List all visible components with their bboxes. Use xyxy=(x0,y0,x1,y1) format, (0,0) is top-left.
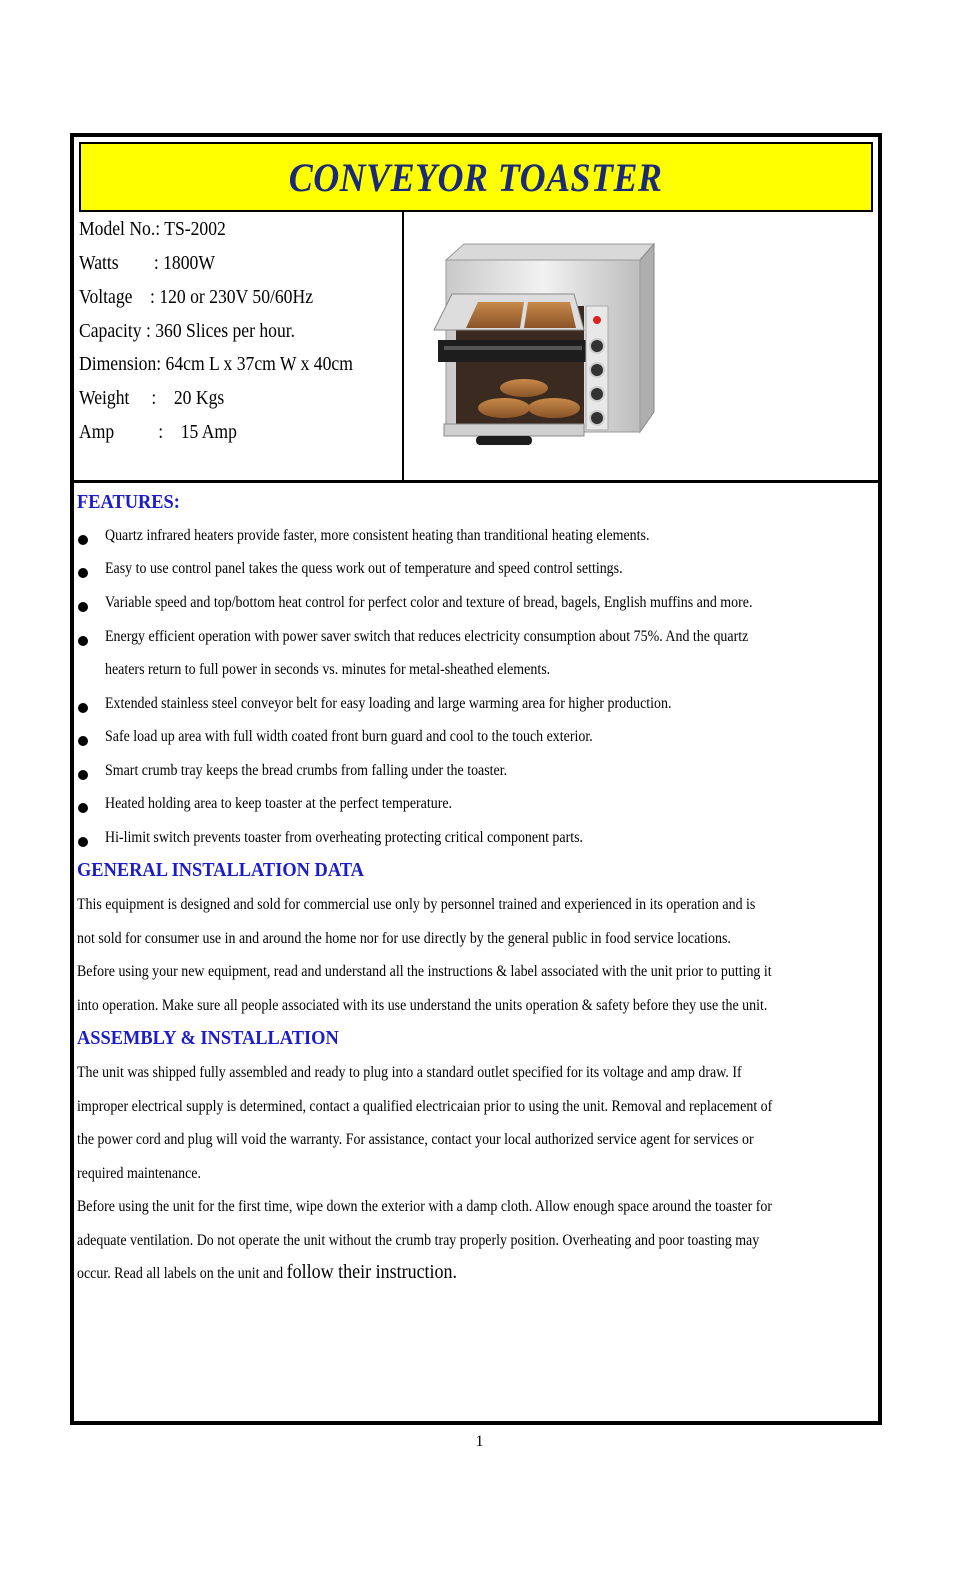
bullet-icon xyxy=(78,837,88,847)
spec-table xyxy=(74,210,404,480)
bullet-icon xyxy=(78,568,88,578)
list-item: Hi-limit switch prevents toaster from overheating protecting critical component parts. xyxy=(74,829,874,859)
bullet-icon xyxy=(78,535,88,545)
spec-amp: Amp : 15 Amp xyxy=(79,421,237,443)
bullet-icon xyxy=(78,703,88,713)
product-image-cell xyxy=(404,210,878,480)
list-item: Quartz infrared heaters provide faster, more consistent heating than tranditional heating elements. xyxy=(74,527,874,557)
paragraph-line: required maintenance. xyxy=(77,1165,201,1182)
spec-row xyxy=(74,210,878,483)
bullet-icon xyxy=(78,803,88,813)
list-item: Easy to use control panel takes the quess work out of temperature and speed control settings. xyxy=(74,560,874,590)
list-item-continuation: heaters return to full power in seconds vs. minutes for metal-sheathed elements. xyxy=(105,661,551,678)
spec-dimension: Dimension: 64cm L x 37cm W x 40cm xyxy=(79,353,353,375)
spec-watts: Watts : 1800W xyxy=(79,252,215,274)
spec-voltage: Voltage : 120 or 230V 50/60Hz xyxy=(79,286,314,308)
list-item: Heated holding area to keep toaster at the perfect temperature. xyxy=(74,795,874,825)
list-item: Safe load up area with full width coated front burn guard and cool to the touch exterior. xyxy=(74,728,874,758)
toaster-image xyxy=(404,210,878,480)
paragraph-line: the power cord and plug will void the warranty. For assistance, contact your local authorized service agent for services or xyxy=(77,1131,754,1148)
bullet-icon xyxy=(78,736,88,746)
paragraph-line: The unit was shipped fully assembled and ready to plug into a standard outlet specified for its voltage and amp draw. If xyxy=(77,1064,742,1081)
paragraph-line: Before using the unit for the first time, wipe down the exterior with a damp cloth. Allow enough space around the toaster for xyxy=(77,1198,772,1215)
bullet-icon xyxy=(78,770,88,780)
paragraph-line: not sold for consumer use in and around the home nor for use directly by the general public in food service locations. xyxy=(77,930,731,947)
paragraph-line: improper electrical supply is determined, contact a qualified electricaian prior to using the unit. Removal and replacement of xyxy=(77,1098,773,1115)
paragraph-line: This equipment is designed and sold for commercial use only by personnel trained and experienced in its operation and is xyxy=(77,896,756,913)
list-item: Energy efficient operation with power saver switch that reduces electricity consumption about 75%. And the quartz xyxy=(74,628,874,658)
bullet-icon xyxy=(78,602,88,612)
paragraph-line: occur. Read all labels on the unit and follow their instruction. xyxy=(77,1261,458,1283)
features-heading: FEATURES: xyxy=(77,491,180,513)
page-title: CONVEYOR TOASTER xyxy=(289,154,663,200)
document-frame xyxy=(70,133,882,1425)
paragraph-line: adequate ventilation. Do not operate the unit without the crumb tray properly position. Overheating and poor toasting may xyxy=(77,1232,760,1249)
spec-capacity: Capacity : 360 Slices per hour. xyxy=(79,320,296,342)
list-item: Smart crumb tray keeps the bread crumbs from falling under the toaster. xyxy=(74,762,874,792)
list-item: Variable speed and top/bottom heat control for perfect color and texture of bread, bagels, English muffins and more. xyxy=(74,594,874,624)
spec-weight: Weight : 20 Kgs xyxy=(79,387,225,409)
assembly-installation-heading: ASSEMBLY & INSTALLATION xyxy=(77,1027,339,1049)
paragraph-line: into operation. Make sure all people associated with its use understand the units operation & safety before they use the unit. xyxy=(77,997,768,1014)
page-number: 1 xyxy=(475,1433,484,1450)
title-banner xyxy=(79,142,873,212)
general-installation-heading: GENERAL INSTALLATION DATA xyxy=(77,859,364,881)
spec-model: Model No.: TS-2002 xyxy=(79,218,226,240)
list-item: Extended stainless steel conveyor belt for easy loading and large warming area for higher production. xyxy=(74,695,874,725)
paragraph-line: Before using your new equipment, read and understand all the instructions & label associated with the unit prior to putting it xyxy=(77,963,772,980)
bullet-icon xyxy=(78,636,88,646)
